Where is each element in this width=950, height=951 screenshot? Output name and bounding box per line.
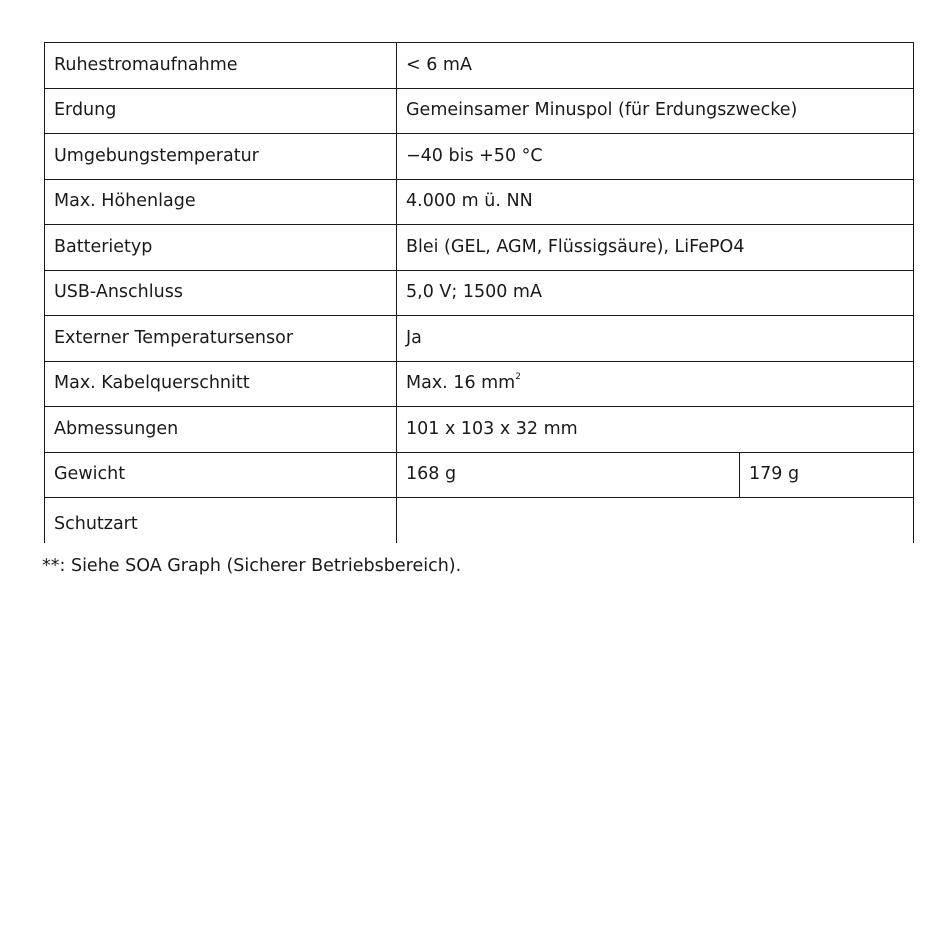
row-label: USB-Anschluss: [45, 270, 397, 316]
row-value: [397, 498, 914, 544]
table-row: [45, 316, 914, 362]
row-label: Externer Temperatursensor: [45, 316, 397, 362]
superscript: 2: [515, 372, 521, 383]
row-label: Erdung: [45, 88, 397, 134]
footnote: **: Siehe SOA Graph (Sicherer Betriebsbereich).: [42, 556, 462, 576]
row-label: Schutzart: [45, 498, 397, 544]
row-value: Gemeinsamer Minuspol (für Erdungszwecke): [397, 88, 914, 134]
row-value: Blei (GEL, AGM, Flüssigsäure), LiFePO4: [397, 225, 914, 271]
row-label: Max. Höhenlage: [45, 179, 397, 225]
table-row: [45, 179, 914, 225]
row-value: Ja: [397, 316, 914, 362]
row-label: Batterietyp: [45, 225, 397, 271]
row-value-cell: [397, 361, 914, 407]
row-value: 101 x 103 x 32 mm: [397, 407, 914, 453]
row-value: 4.000 m ü. NN: [397, 179, 914, 225]
spec-table: [44, 42, 914, 543]
row-label: Abmessungen: [45, 407, 397, 453]
row-label: Gewicht: [45, 452, 397, 498]
table-row: [45, 452, 914, 498]
table-row: [45, 225, 914, 271]
row-label: Ruhestromaufnahme: [45, 43, 397, 89]
row-value: 5,0 V; 1500 mA: [397, 270, 914, 316]
table-row: [45, 43, 914, 89]
table-row: [45, 407, 914, 453]
table-row: [45, 270, 914, 316]
row-value: 168 g: [397, 452, 740, 498]
row-value-2: 179 g: [740, 452, 914, 498]
table-row: [45, 88, 914, 134]
row-value: Max. 16 mm: [406, 373, 516, 394]
row-label: Max. Kabelquerschnitt: [45, 361, 397, 407]
row-value: −40 bis +50 °C: [397, 134, 914, 180]
row-value: < 6 mA: [397, 43, 914, 89]
row-label: Umgebungstemperatur: [45, 134, 397, 180]
table-row: [45, 498, 914, 544]
table-row: [45, 134, 914, 180]
table-row: [45, 361, 914, 407]
